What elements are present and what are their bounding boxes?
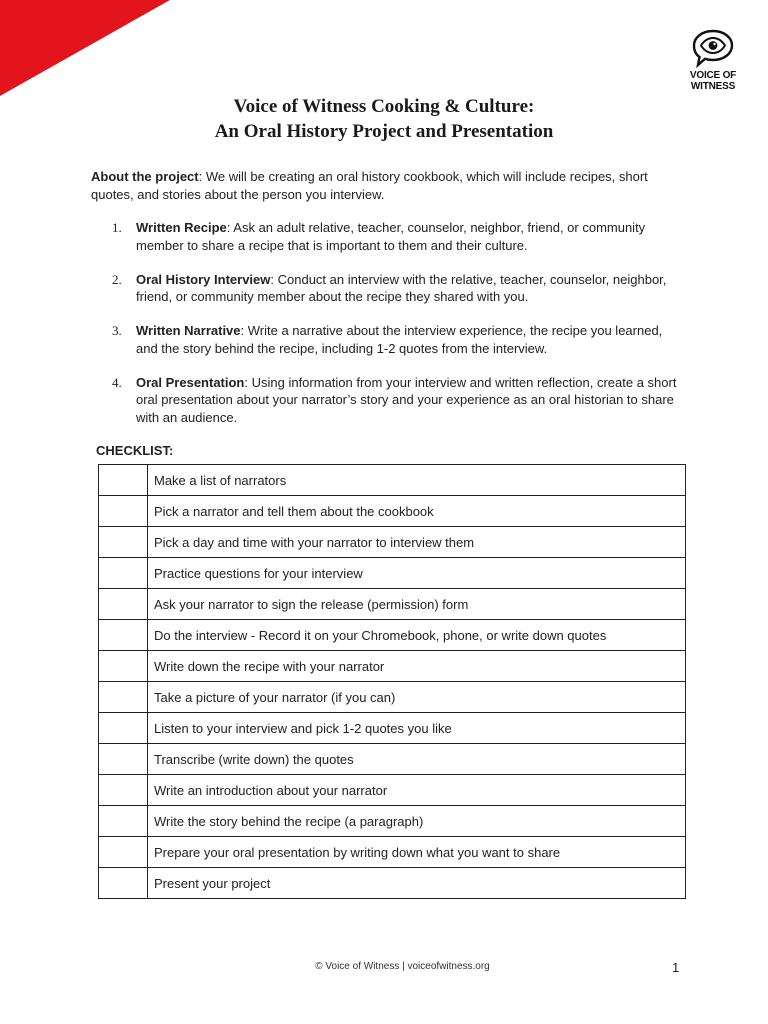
task-cell: Pick a day and time with your narrator to interview them <box>148 527 686 558</box>
checkbox-cell[interactable] <box>99 651 148 682</box>
step-text: : Using information from your interview and written reflection, create a short oral presentation about your narrator’s story and your experience as an oral historian to share with an audience. <box>136 374 677 425</box>
task-cell: Make a list of narrators <box>148 465 686 496</box>
about-label: About the project <box>91 169 199 184</box>
checkbox-cell[interactable] <box>99 682 148 713</box>
table-row <box>99 682 686 713</box>
task-cell: Write an introduction about your narrator <box>148 775 686 806</box>
page-footer: © Voice of Witness | voiceofwitness.org <box>315 961 490 972</box>
table-row <box>99 465 686 496</box>
checkbox-cell[interactable] <box>99 527 148 558</box>
checkbox-cell[interactable] <box>99 589 148 620</box>
task-cell: Pick a narrator and tell them about the cookbook <box>148 496 686 527</box>
task-cell: Take a picture of your narrator (if you can) <box>148 682 686 713</box>
table-row <box>99 558 686 589</box>
checkbox-cell[interactable] <box>99 837 148 868</box>
checklist-table <box>98 464 686 899</box>
checklist-heading: CHECKLIST: <box>96 443 174 458</box>
task-cell: Write the story behind the recipe (a paragraph) <box>148 806 686 837</box>
logo-wordmark <box>689 70 737 92</box>
table-row <box>99 713 686 744</box>
checkbox-cell[interactable] <box>99 558 148 589</box>
step-heading: Oral Presentation <box>136 374 245 390</box>
step-number: 1. <box>112 220 122 235</box>
table-row <box>99 589 686 620</box>
logo-line-1: VOICE OF <box>689 70 737 81</box>
task-cell: Practice questions for your interview <box>148 558 686 589</box>
task-cell: Transcribe (write down) the quotes <box>148 744 686 775</box>
checkbox-cell[interactable] <box>99 868 148 899</box>
checkbox-cell[interactable] <box>99 620 148 651</box>
task-cell: Do the interview - Record it on your Chromebook, phone, or write down quotes <box>148 620 686 651</box>
voice-of-witness-logo <box>689 28 737 92</box>
page-number: 1 <box>672 960 680 975</box>
step-heading: Written Narrative <box>136 323 241 338</box>
step-heading: Written Recipe <box>136 220 227 235</box>
step-item <box>112 322 687 357</box>
table-row <box>99 527 686 558</box>
step-number: 4. <box>112 374 122 390</box>
red-corner-triangle <box>0 0 170 96</box>
table-row <box>99 620 686 651</box>
task-cell: Present your project <box>148 868 686 899</box>
about-text: : We will be creating an oral history cookbook, which will include recipes, short quotes, and stories about the person you interview. <box>91 169 648 202</box>
table-row <box>99 806 686 837</box>
table-row <box>99 837 686 868</box>
step-heading: Oral History Interview <box>136 271 271 287</box>
about-paragraph <box>91 168 681 203</box>
project-steps-list <box>112 219 687 443</box>
task-cell: Ask your narrator to sign the release (permission) form <box>148 589 686 620</box>
checkbox-cell[interactable] <box>99 775 148 806</box>
step-number: 3. <box>112 323 122 338</box>
table-row <box>99 775 686 806</box>
step-number: 2. <box>112 271 122 287</box>
step-text: : Write a narrative about the interview experience, the recipe you learned, and the story behind the recipe, including 1-2 quotes from the interview. <box>136 323 663 356</box>
task-cell: Listen to your interview and pick 1-2 quotes you like <box>148 713 686 744</box>
step-item <box>112 219 687 254</box>
table-row <box>99 651 686 682</box>
title-line-2: An Oral History Project and Presentation <box>214 121 554 142</box>
step-text: : Ask an adult relative, teacher, counselor, neighbor, friend, or community member to share a recipe that is important to them and their culture. <box>136 220 646 253</box>
step-item <box>112 271 687 306</box>
table-row <box>99 744 686 775</box>
task-cell: Prepare your oral presentation by writing down what you want to share <box>148 837 686 868</box>
eye-speech-bubble-icon <box>691 28 735 68</box>
step-text: : Conduct an interview with the relative, teacher, counselor, neighbor, friend, or community member about the recipe they shared with you. <box>136 271 667 304</box>
checkbox-cell[interactable] <box>99 744 148 775</box>
checkbox-cell[interactable] <box>99 806 148 837</box>
table-row <box>99 496 686 527</box>
checkbox-cell[interactable] <box>99 713 148 744</box>
step-item <box>112 374 687 427</box>
table-row <box>99 868 686 899</box>
title-line-1: Voice of Witness Cooking & Culture: <box>233 96 535 117</box>
page-title <box>0 94 768 144</box>
checkbox-cell[interactable] <box>99 465 148 496</box>
task-cell: Write down the recipe with your narrator <box>148 651 686 682</box>
checkbox-cell[interactable] <box>99 496 148 527</box>
logo-line-2: WITNESS <box>690 81 736 92</box>
